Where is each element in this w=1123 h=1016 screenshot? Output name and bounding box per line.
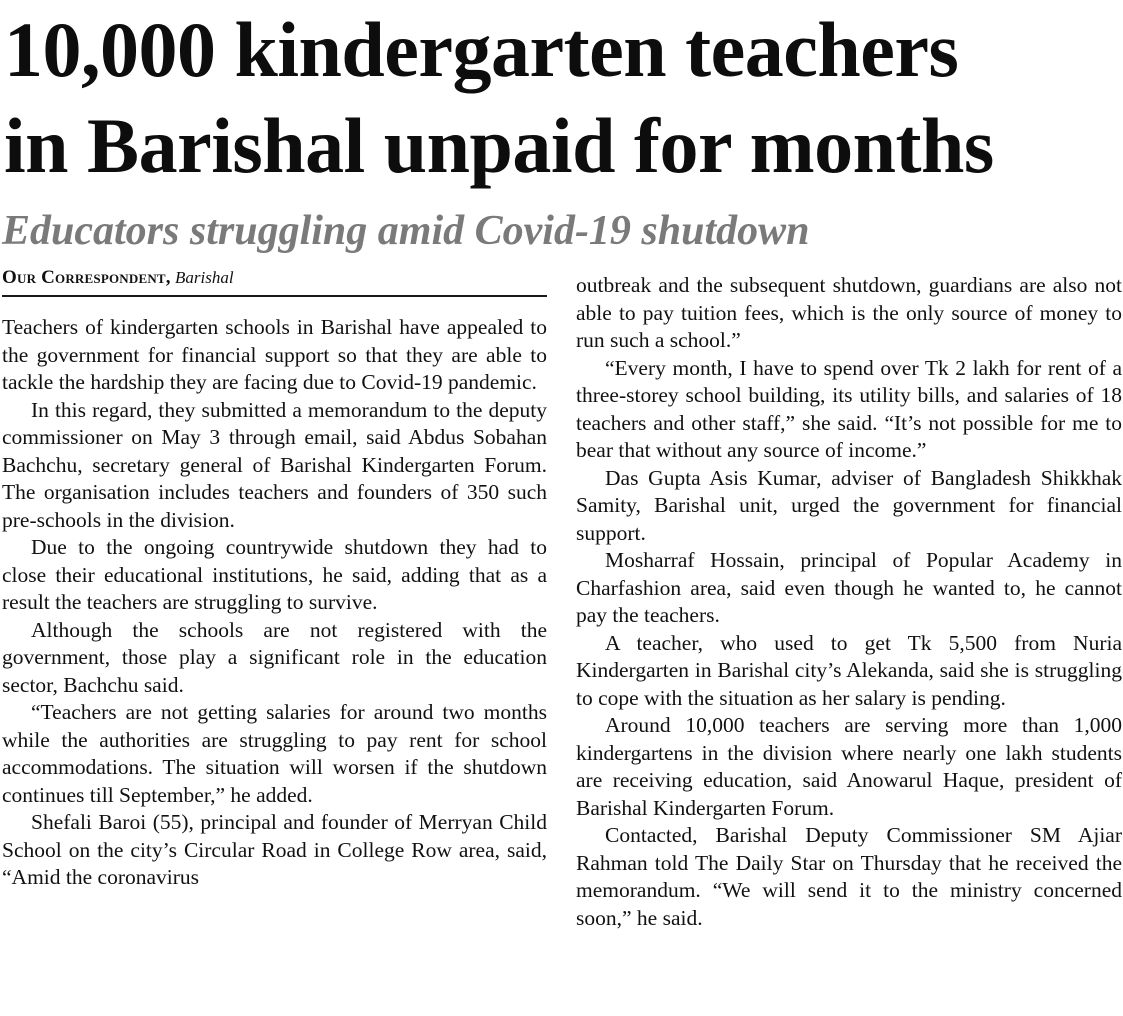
byline-author: Our Correspondent, xyxy=(2,267,171,288)
subheadline: Educators struggling amid Covid-19 shutdown xyxy=(2,208,810,254)
paragraph: Das Gupta Asis Kumar, adviser of Bangladesh Shikkhak Samity, Barishal unit, urged the government for financial support. xyxy=(576,465,1122,545)
paragraph: Shefali Baroi (55), principal and founder of Merryan Child School on the city’s Circular Road in College Row area, said, “Amid the coronavirus xyxy=(2,810,547,889)
paragraph: Around 10,000 teachers are serving more than 1,000 kindergartens in the division where nearly one lakh students are receiving education, said Anowarul Haque, president of Barishal Kindergarten Forum. xyxy=(576,713,1122,820)
paragraph: Teachers of kindergarten schools in Barishal have appealed to the government for financial support so that they are able to tackle the hardship they are facing due to Covid-19 pandemic. xyxy=(2,315,547,394)
headline-line-1: 10,000 kindergarten teachers xyxy=(4,6,959,93)
headline xyxy=(4,2,1122,194)
paragraph-continued: outbreak and the subsequent shutdown, guardians are also not able to pay tuition fees, which is the only source of money to run such a school.” xyxy=(576,273,1122,352)
paragraph: “Teachers are not getting salaries for around two months while the authorities are struggling to pay rent for school accommodations. The situation will worsen if the shutdown continues till September,” he added. xyxy=(2,700,547,807)
paragraph: A teacher, who used to get Tk 5,500 from Nuria Kindergarten in Barishal city’s Alekanda, said she is struggling to cope with the situation as her salary is pending. xyxy=(576,630,1122,710)
paragraph: Although the schools are not registered with the government, those play a significant role in the education sector, Bachchu said. xyxy=(2,617,547,697)
paragraph: Mosharraf Hossain, principal of Popular Academy in Charfashion area, said even though he wanted to, he cannot pay the teachers. xyxy=(576,548,1122,627)
article-column-right xyxy=(576,272,1122,932)
byline xyxy=(2,266,547,297)
paragraph: “Every month, I have to spend over Tk 2 lakh for rent of a three-storey school building, its utility bills, and salaries of 18 teachers and other staff,” she said. “It’s not possible for me to bear that without any source of income.” xyxy=(576,355,1122,462)
paragraph: Due to the ongoing countrywide shutdown they had to close their educational institutions, he said, adding that as a result the teachers are struggling to survive. xyxy=(2,535,547,614)
headline-line-2: in Barishal unpaid for months xyxy=(4,102,994,189)
article-column-left xyxy=(2,314,547,892)
paragraph: In this regard, they submitted a memorandum to the deputy commissioner on May 3 through email, said Abdus Sobahan Bachchu, secretary general of Barishal Kindergarten Forum. The organisation includes teachers and founders of 350 such pre-schools in the division. xyxy=(2,397,547,532)
paragraph: Contacted, Barishal Deputy Commissioner SM Ajiar Rahman told The Daily Star on Thursday that he received the memorandum. “We will send it to the ministry concerned soon,” he said. xyxy=(576,823,1122,930)
byline-location: Barishal xyxy=(174,268,234,287)
